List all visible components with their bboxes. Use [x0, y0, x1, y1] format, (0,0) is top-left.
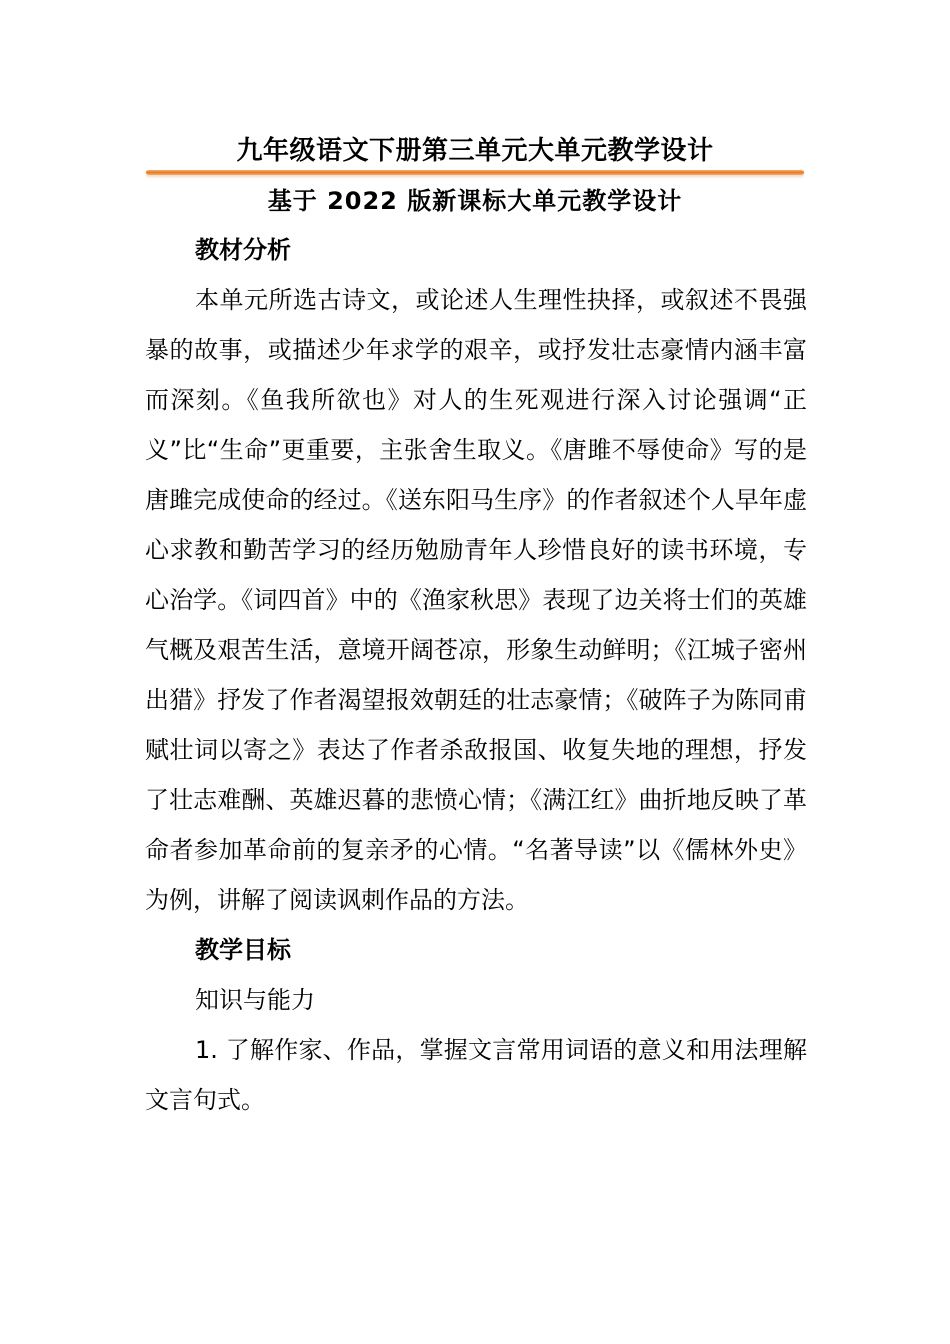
analysis-paragraph: 本单元所选古诗文，或论述人生理性抉择，或叙述不畏强暴的故事，或描述少年求学的艰辛，或抒发壮志豪情内涵丰富而深刻。《鱼我所欲也》对人的生死观进行深入讨论强调“正义”比“生命”更重要，主张舍生取义。《唐雎不辱使命》写的是唐雎完成使命的经过。《送东阳马生序》的作者叙述个人早年虚心求教和勤苦学习的经历勉励青年人珍惜良好的读书环境，专心治学。《词四首》中的《渔家秋思》表现了边关将士们的英雄气概及艰苦生活，意境开阔苍凉，形象生动鲜明；《江城子密州出猎》抒发了作者渴望报效朝廷的壮志豪情；《破阵子为陈同甫赋壮词以寄之》表达了作者杀敌报国、收复失地的理想，抒发了壮志难酬、英雄迟暮的悲愤心情；《满江红》曲折地反映了革命者参加革命前的复亲矛的心情。“名著导读”以《儒林外史》为例，讲解了阅读讽刺作品的方法。 [145, 286, 807, 914]
goal-item: 1. 了解作家、作品，掌握文言常用词语的意义和用法理解文言句式。 [145, 1036, 807, 1114]
document-title: 九年级语文下册第三单元大单元教学设计 [236, 136, 714, 166]
section-heading-goals: 教学目标 [195, 936, 291, 964]
goals-subheading: 知识与能力 [195, 986, 315, 1014]
document-body [145, 225, 807, 1125]
section-heading-analysis: 教材分析 [195, 236, 291, 264]
document-subtitle: 基于 2022 版新课标大单元教学设计 [267, 187, 683, 215]
title-divider [146, 170, 804, 175]
